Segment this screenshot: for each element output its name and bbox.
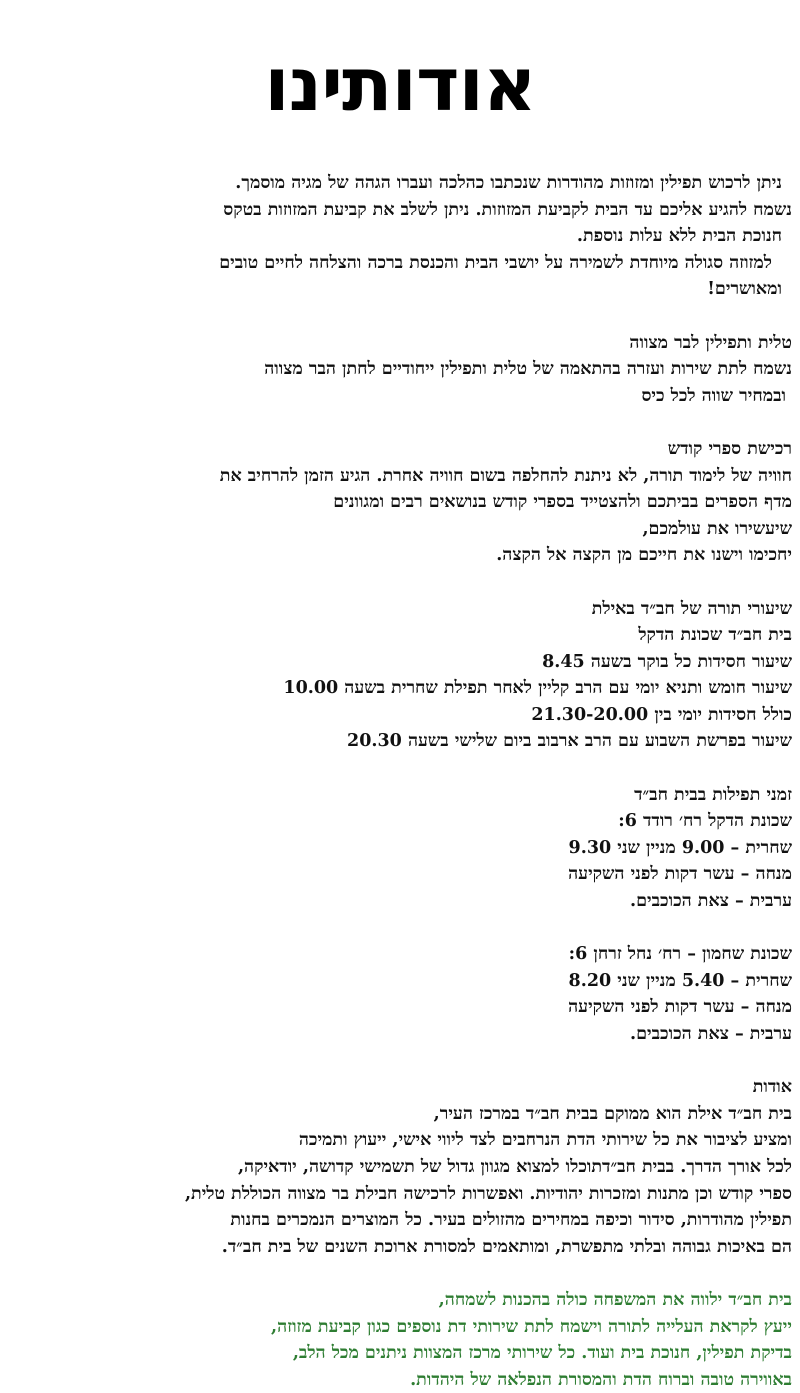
section-line: שיעור חומש ותניא יומי עם הרב קליין לאחר תפילת שחרית בשעה 10.00 xyxy=(283,678,792,699)
prayers-section xyxy=(6,782,792,1048)
barmitzvah-section xyxy=(6,330,792,410)
section-line: בית חב״ד אילת הוא ממוקם בבית חב״ד במרכז העיר, xyxy=(433,1103,792,1124)
section-line: ומציע לציבור את כל שירותי הדת הנרחבים לצד ליווי אישי, ייעוץ ותמיכה xyxy=(298,1130,792,1151)
prayer-time: ערבית – צאת הכוכבים. xyxy=(630,891,792,912)
prayer-time: מנחה – עשר דקות לפני השקיעה xyxy=(568,997,792,1018)
section-line: תפילין מהודרות, סידור וכיפה במחירים מהזולים בעיר. כל המוצרים הנמכרים בחנות xyxy=(230,1210,792,1231)
prayer-time: מנחה – עשר דקות לפני השקיעה xyxy=(568,864,792,885)
section-line: שיעשירו את עולמכם, xyxy=(642,518,792,539)
section-line: נשמח לתת שירות ועזרה בהתאמה של טלית ותפילין ייחודיים לחתן הבר מצווה xyxy=(264,359,792,380)
closing-line: בית חב״ד ילווה את המשפחה כולה בהכנות לשמחה, xyxy=(438,1289,792,1310)
section-line: שיעור בפרשת השבוע עם הרב ארבוב ביום שלישי בשעה 20.30 xyxy=(347,731,792,752)
content-body xyxy=(6,170,792,1393)
section-line: מדף הספרים בביתכם ולהצטייד בספרי קודש בנושאים רבים ומגוונים xyxy=(333,492,792,513)
closing-line: באווירה טובה וברוח הדת והמסורת הנפלאה של היהדות. xyxy=(410,1369,792,1390)
section-line: לכל אורך הדרך. בבית חב״דתוכלו למצוא מגוון גדול של תשמישי קדושה, יודאיקה, xyxy=(237,1156,792,1177)
closing-line: בדיקת תפילין, חנוכת בית ועוד. כל שירותי מרכז המצוות ניתנים מכל הלב, xyxy=(292,1343,792,1364)
section-line: שיעור חסידות כל בוקר בשעה 8.45 xyxy=(542,651,792,672)
section-line: ספרי קודש וכן מתנות ומזכרות יהודיות. ואפשרות לרכישה חבילת בר מצווה הכוללת טלית, xyxy=(184,1183,792,1204)
lessons-section xyxy=(6,596,792,756)
page-title: אודותינו xyxy=(264,42,536,128)
prayer-site-name: שכונת שחמון – רח׳ נחל זרחן 6: xyxy=(568,944,792,965)
intro-line: ניתן לרכוש תפילין ומזוזות מהודרות שנכתבו כהלכה ועברו הגהה של מגיה מוסמך. xyxy=(235,173,782,193)
prayer-site-name: שכונת הדקל רח׳ רודד 6: xyxy=(618,811,792,832)
prayer-time: ערבית – צאת הכוכבים. xyxy=(630,1024,792,1044)
section-heading: שיעורי תורה של חב״ד באילת xyxy=(591,598,792,619)
closing-line: ייעץ לקראת העלייה לתורה וישמח לתת שירותי דת נוספים כגון קביעת מזוזה, xyxy=(271,1316,792,1337)
about-section xyxy=(6,1074,792,1260)
intro-line: ומאושרים! xyxy=(707,279,782,300)
prayer-time: שחרית – 5.40 מניין שני 8.20 xyxy=(568,970,792,991)
section-line: בית חב״ד שכונת הדקל xyxy=(638,625,792,646)
section-line: חוויה של לימוד תורה, לא ניתנת להחלפה בשום חוויה אחרת. הגיע הזמן להרחיב את xyxy=(219,465,792,486)
intro-line: חנוכת הבית ללא עלות נוספת. xyxy=(576,226,782,247)
intro-section xyxy=(6,170,792,303)
section-line: הם באיכות גבוהה ובלתי מתפשרת, ומותאמים למסורת ארוכת השנים של בית חב״ד. xyxy=(221,1236,792,1257)
section-heading: זמני תפילות בבית חב״ד xyxy=(634,784,792,805)
section-heading: אודות xyxy=(752,1077,792,1098)
prayer-time: שחרית – 9.00 מניין שני 9.30 xyxy=(568,837,792,858)
section-line: יחכימו וישנו את חייכם מן הקצה אל הקצה. xyxy=(496,545,792,566)
section-line: ובמחיר שווה לכל כיס xyxy=(641,385,786,406)
section-heading: טלית ותפילין לבר מצווה xyxy=(629,332,792,353)
section-heading: רכישת ספרי קודש xyxy=(667,438,792,459)
section-line: כולל חסידות יומי בין 21.30-20.00 xyxy=(531,704,792,725)
closing-section xyxy=(6,1287,792,1393)
intro-line: נשמח להגיע אליכם עד הבית לקביעת המזוזות. ניתן לשלב את קביעת המזוזות בטקס xyxy=(223,199,792,220)
books-section xyxy=(6,436,792,569)
intro-line: למזוזה סגולה מיוחדת לשמירה על יושבי הבית והכנסת ברכה והצלחה לחיים טובים xyxy=(219,252,772,273)
